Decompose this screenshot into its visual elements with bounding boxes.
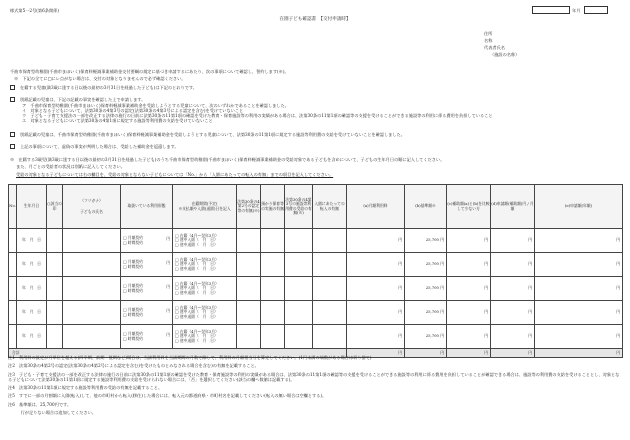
row-yen: 円 — [166, 260, 170, 265]
col-child — [63, 185, 121, 229]
period-full[interactable]: □ 在籍（4月～翌年3月） — [175, 232, 219, 238]
table-row — [9, 229, 623, 253]
row-monthly-fee[interactable]: 円 — [347, 325, 405, 349]
row-period — [173, 325, 237, 349]
row-no — [9, 229, 17, 253]
row-base-amount — [405, 277, 447, 301]
row-base-value: 25,700 — [425, 261, 439, 267]
option-hourly[interactable]: □ 時間契約 — [123, 263, 143, 269]
total-e: 円 — [347, 349, 405, 358]
row-sign[interactable] — [47, 301, 63, 325]
check-item-3 — [10, 132, 620, 137]
option-monthly[interactable]: □ 月額契約 — [123, 235, 143, 241]
row-subsidy[interactable]: 円 — [447, 277, 491, 301]
row-col-d[interactable] — [313, 229, 347, 253]
row-monthly-fee[interactable]: 円 — [347, 229, 405, 253]
row-child-name[interactable] — [63, 325, 121, 349]
row-base-value: 25,700 — [425, 285, 439, 291]
date-box-2[interactable] — [584, 6, 608, 14]
row-col-d[interactable] — [313, 301, 347, 325]
row-col-a[interactable] — [237, 325, 261, 349]
row-sign[interactable] — [47, 229, 63, 253]
check-text-2: 別紙記載の児童は、下記の記載の事実を確認した上で申請します。 — [20, 97, 146, 103]
total-g: 円 — [447, 349, 491, 358]
date-separator: 年月 — [572, 8, 581, 13]
table-row — [9, 325, 623, 349]
row-col-b[interactable] — [261, 229, 285, 253]
row-period — [173, 229, 237, 253]
row-request-monthly[interactable]: 円 — [491, 253, 535, 277]
address-label: 住所 — [484, 31, 493, 36]
row-child-name[interactable] — [63, 277, 121, 301]
total-f: 円 — [405, 349, 447, 358]
row-contract — [121, 277, 173, 301]
period-full[interactable]: □ 在籍（4月～翌年3月） — [175, 280, 219, 286]
option-monthly[interactable]: □ 月額契約 — [123, 259, 143, 265]
col-g: (c)補助額(a)と(b)を比較して少ない方 — [447, 185, 491, 229]
row-contract — [121, 229, 173, 253]
footnote-7: 行が足りない場合は追加してください。 — [8, 409, 96, 415]
row-base-unit: 円 — [440, 261, 444, 267]
table-row — [9, 253, 623, 277]
option-hourly[interactable]: □ 時間契約 — [123, 335, 143, 341]
row-no — [9, 277, 17, 301]
name-label: 名称 — [484, 38, 493, 43]
check-item-1 — [10, 85, 620, 90]
period-full[interactable]: □ 在籍（4月～翌年3月） — [175, 256, 219, 262]
col-b: 預かり保育等の実施の有無 — [261, 185, 285, 229]
footnote-5: 注5 すでに一部の月割額に入園(転入)して、他の市町村から転入(移住)した場合には、転入元の都道府県・市町村名を記載してください(転入の無い場合は空欄とする)。 — [8, 393, 327, 399]
check-text-1: 在籍する児童(満3歳に達する日以後の最初の3月31日を経過した子ども)は下記のとおりです。 — [20, 85, 197, 90]
table-note-2: また、月ごとの受給者の状況は別紙に記入してください。 — [16, 164, 125, 169]
children-table — [8, 184, 623, 358]
check-item-4 — [10, 144, 620, 149]
row-col-d[interactable] — [313, 253, 347, 277]
check-sub-2c: ウ 子ども・子育て支援法の一部を改正する法律の施行の日前に法第30条の11第1項の確認を受けた教育・保育施設等の利用の実績がある場合は、法第30条の11第1項の確認等の支援を受けることができる施設等の利用に係る費用を負担していること — [22, 113, 493, 118]
col-period: 在籍期間(予定) ※支払額や入園(退園)日を記入 — [173, 185, 237, 229]
table-note-3: 受給の対象となる子どもについては右の欄目を、受給の対象とならない子どもについては「No.」から「入園にあたっての転入の有無」までの項目を記入してください。 — [16, 172, 334, 177]
total-label: 合計 — [9, 349, 347, 358]
row-request-monthly[interactable]: 円 — [491, 229, 535, 253]
row-base-unit: 円 — [440, 309, 444, 315]
total-i: 円 — [535, 349, 623, 358]
date-box-1[interactable] — [532, 6, 570, 14]
row-base-amount — [405, 229, 447, 253]
row-sign[interactable] — [47, 325, 63, 349]
row-sign[interactable] — [47, 277, 63, 301]
period-leave[interactable]: □ 途中退園（ 月 日） — [175, 337, 218, 343]
row-period — [173, 301, 237, 325]
table-note-1: ※ 在籍する3歳児(満3歳に達する日以後の最初の3月31日を経過した子ども)のうち千曲市保育型幼稚園(千曲市まほいく)保育料軽減事業補助金の受給対象である子どもを含めについて、子どもの生年月日の順に記入してください。 — [10, 157, 445, 162]
row-col-d[interactable] — [313, 325, 347, 349]
option-hourly[interactable]: □ 時間契約 — [123, 311, 143, 317]
col-contract: 取扱いている利用形態 — [121, 185, 173, 229]
row-request-monthly[interactable]: 円 — [491, 277, 535, 301]
row-request-monthly[interactable]: 円 — [491, 325, 535, 349]
check-sub-2b: イ 対象となる子どもについて、法第30条の4第3号の認定(法第30条の4第3号による認定を含む)を受けていないこと — [22, 107, 244, 113]
row-request-annual[interactable]: 円 — [535, 301, 623, 325]
check-item-2 — [10, 97, 620, 123]
period-join[interactable]: □ 途中入園（ 月 日） — [175, 309, 218, 315]
row-base-value: 25,700 — [425, 309, 439, 315]
row-no — [9, 253, 17, 277]
row-col-b[interactable] — [261, 325, 285, 349]
table-body — [9, 229, 623, 349]
checkbox-3[interactable] — [10, 132, 15, 137]
row-col-c[interactable] — [285, 229, 313, 253]
form-number: 様式第5一2号(第6条関係) — [10, 8, 59, 13]
checkbox-4[interactable] — [10, 144, 15, 149]
option-monthly[interactable]: □ 月額契約 — [123, 307, 143, 313]
period-leave[interactable]: □ 途中退園（ 月 日） — [175, 241, 218, 247]
row-request-annual[interactable]: 円 — [535, 229, 623, 253]
row-birthdate[interactable]: 年 月 日 — [17, 301, 47, 325]
row-no — [9, 301, 17, 325]
table-header-row — [9, 185, 623, 229]
period-join[interactable]: □ 途中入園（ 月 日） — [175, 237, 218, 243]
option-hourly[interactable]: □ 時間契約 — [123, 287, 143, 293]
intro-line-2: ※ 下記の全てに□にレ点がない場合は、交付の対象となりませんので必ず確認ください。 — [14, 76, 186, 81]
period-leave[interactable]: □ 途中退園（ 月 日） — [175, 265, 218, 271]
row-base-unit: 円 — [440, 285, 444, 291]
period-join[interactable]: □ 途中入園（ 月 日） — [175, 333, 218, 339]
row-col-d[interactable] — [313, 277, 347, 301]
representative-label: 代表者氏名 — [484, 45, 505, 50]
row-request-annual[interactable]: 円 — [535, 325, 623, 349]
table-row — [9, 301, 623, 325]
col-e: (a)月額利用料 — [347, 185, 405, 229]
col-birth: 生年月日 — [17, 185, 47, 229]
intro-line-1: 千曲市保育型幼稚園(千曲市まほいく)保育料軽減事業補助金交付要綱の規定に基づき申請するにあたり、次の事項について確認し、誓約します(※)。 — [10, 69, 289, 74]
option-monthly[interactable]: □ 月額契約 — [123, 331, 143, 337]
check-text-3: 別紙記載の児童は、千曲市保育型幼稚園(千曲市まほいく)保育料軽減事業補助金を受給しようとする児童について、法第30条の11第1項に規定する施設等利用費の支給を受けていないことを確認しました。 — [20, 131, 405, 137]
col-c: 法第30条の4第3号の施設等利用費の受給の有無(※) — [285, 185, 313, 229]
row-yen: 円 — [166, 236, 170, 241]
period-full[interactable]: □ 在籍（4月～翌年3月） — [175, 304, 219, 310]
total-h: 円 — [491, 349, 535, 358]
row-period — [173, 277, 237, 301]
table-row — [9, 277, 623, 301]
row-sign[interactable] — [47, 253, 63, 277]
col-sign: ○該当の印 — [47, 185, 63, 229]
row-birthdate[interactable]: 年 月 日 — [17, 277, 47, 301]
row-base-value: 25,700 — [425, 237, 439, 243]
col-d: 入園にあたっての転入の有無 — [313, 185, 347, 229]
row-col-c[interactable] — [285, 301, 313, 325]
footnote-1: 注1 利用料の設定が月単位を超える(四半期、前期・後期など)場合は、当該利用料を当該期間の月数で除して、利用料の月額相当分を算定してください。(1円未満の端数がある場合は切り捨て) — [8, 355, 372, 360]
row-subsidy[interactable]: 円 — [447, 301, 491, 325]
option-monthly[interactable]: □ 月額契約 — [123, 283, 143, 289]
row-no — [9, 325, 17, 349]
row-col-b[interactable] — [261, 277, 285, 301]
period-leave[interactable]: □ 途中退園（ 月 日） — [175, 313, 218, 319]
row-col-a[interactable] — [237, 277, 261, 301]
row-col-b[interactable] — [261, 301, 285, 325]
checklist — [10, 85, 620, 149]
facility-label: （施設の名称） — [490, 52, 520, 57]
row-birthdate[interactable]: 年 月 日 — [17, 325, 47, 349]
option-hourly[interactable]: □ 時間契約 — [123, 239, 143, 245]
row-monthly-fee[interactable]: 円 — [347, 277, 405, 301]
row-contract — [121, 253, 173, 277]
period-join[interactable]: □ 途中入園（ 月 日） — [175, 285, 218, 291]
footnote-2: 注2 法第30条の4第2号の認定(法第30条の4第2号による認定を含む)を受けたものとみなされる場合を含む)の有無を記載すること。 — [8, 363, 259, 369]
row-col-a[interactable] — [237, 301, 261, 325]
row-request-annual[interactable]: 円 — [535, 253, 623, 277]
col-furigana: （フリガナ） — [80, 198, 103, 204]
footnotes — [8, 355, 622, 415]
row-birthdate[interactable]: 年 月 日 — [17, 253, 47, 277]
row-col-c[interactable] — [285, 253, 313, 277]
row-col-c[interactable] — [285, 325, 313, 349]
col-h: (d)申請額(補助額)円 / 月額 — [491, 185, 535, 229]
row-subsidy[interactable]: 円 — [447, 253, 491, 277]
row-child-name[interactable] — [63, 229, 121, 253]
row-subsidy[interactable]: 円 — [447, 325, 491, 349]
row-col-b[interactable] — [261, 253, 285, 277]
row-monthly-fee[interactable]: 円 — [347, 301, 405, 325]
row-request-annual[interactable]: 円 — [535, 277, 623, 301]
col-a: 法第30条の4第2号の認定等の有無(※) — [237, 185, 261, 229]
row-col-a[interactable] — [237, 229, 261, 253]
row-contract — [121, 301, 173, 325]
row-request-monthly[interactable]: 円 — [491, 301, 535, 325]
row-base-amount — [405, 325, 447, 349]
col-i: (e)申請額(年額) — [535, 185, 623, 229]
checkbox-2[interactable] — [10, 97, 15, 102]
row-yen: 円 — [166, 308, 170, 313]
row-base-amount — [405, 301, 447, 325]
row-base-amount — [405, 253, 447, 277]
document-title: 在園子ども確認書 【交付申請時】 — [279, 17, 351, 22]
footnote-4: 注4 法第30条の11第1項に規定する施設等利用費の受給の有無を記載すること。 — [8, 385, 163, 390]
col-no: No. — [9, 185, 17, 229]
check-text-4: 上記の事項について、虚偽の事実が判明した場合は、受給した補助金を返還します。 — [20, 143, 179, 149]
checkbox-1[interactable] — [10, 85, 15, 90]
check-sub-2d: エ 対象となる子どもについて法第30条の4第1項に規定する施設等利用費の支給を受けていないこと — [22, 118, 213, 124]
row-base-unit: 円 — [440, 333, 444, 339]
row-monthly-fee[interactable]: 円 — [347, 253, 405, 277]
col-child-name: 子どもの氏名 — [80, 208, 103, 214]
row-period — [173, 253, 237, 277]
footnote-6: 注6 基準額は、25,700円です。 — [8, 401, 72, 407]
row-birthdate[interactable]: 年 月 日 — [17, 229, 47, 253]
col-f: (b)基準額※ — [405, 185, 447, 229]
row-col-a[interactable] — [237, 253, 261, 277]
row-base-value: 25,700 — [425, 333, 439, 339]
row-child-name[interactable] — [63, 301, 121, 325]
row-yen: 円 — [166, 332, 170, 337]
row-child-name[interactable] — [63, 253, 121, 277]
footnote-3: 注3 子ども・子育て支援法の一部を改正する法律の施行の日前に法第30条の11第1項の確認を受けた教育・保育施設等の利用の実績がある場合は、法第30条の11第1項の確認等の支援を受けることができる施設等の利用に係る費用を負担していることが確認できる場合は、施設等の利用費の支給を受けることとし、対象となる子どもについて法第30条の11第1項に規定する施設等利用費の支給を受けられない場合には、「否」を選択してください(該当の欄へ数値は記載する)。 — [8, 371, 620, 382]
period-leave[interactable]: □ 途中退園（ 月 日） — [175, 289, 218, 295]
period-full[interactable]: □ 在籍（4月～翌年3月） — [175, 328, 219, 334]
row-col-c[interactable] — [285, 277, 313, 301]
period-join[interactable]: □ 途中入園（ 月 日） — [175, 261, 218, 267]
row-contract — [121, 325, 173, 349]
row-base-unit: 円 — [440, 237, 444, 243]
check-sub-2a: ア 千曲市保育型幼稚園(千曲市まほいく)保育料軽減事業補助金を受給しようとする児童について、次のいずれかであることを確認しました。 — [22, 102, 289, 108]
row-yen: 円 — [166, 284, 170, 289]
row-subsidy[interactable]: 円 — [447, 229, 491, 253]
